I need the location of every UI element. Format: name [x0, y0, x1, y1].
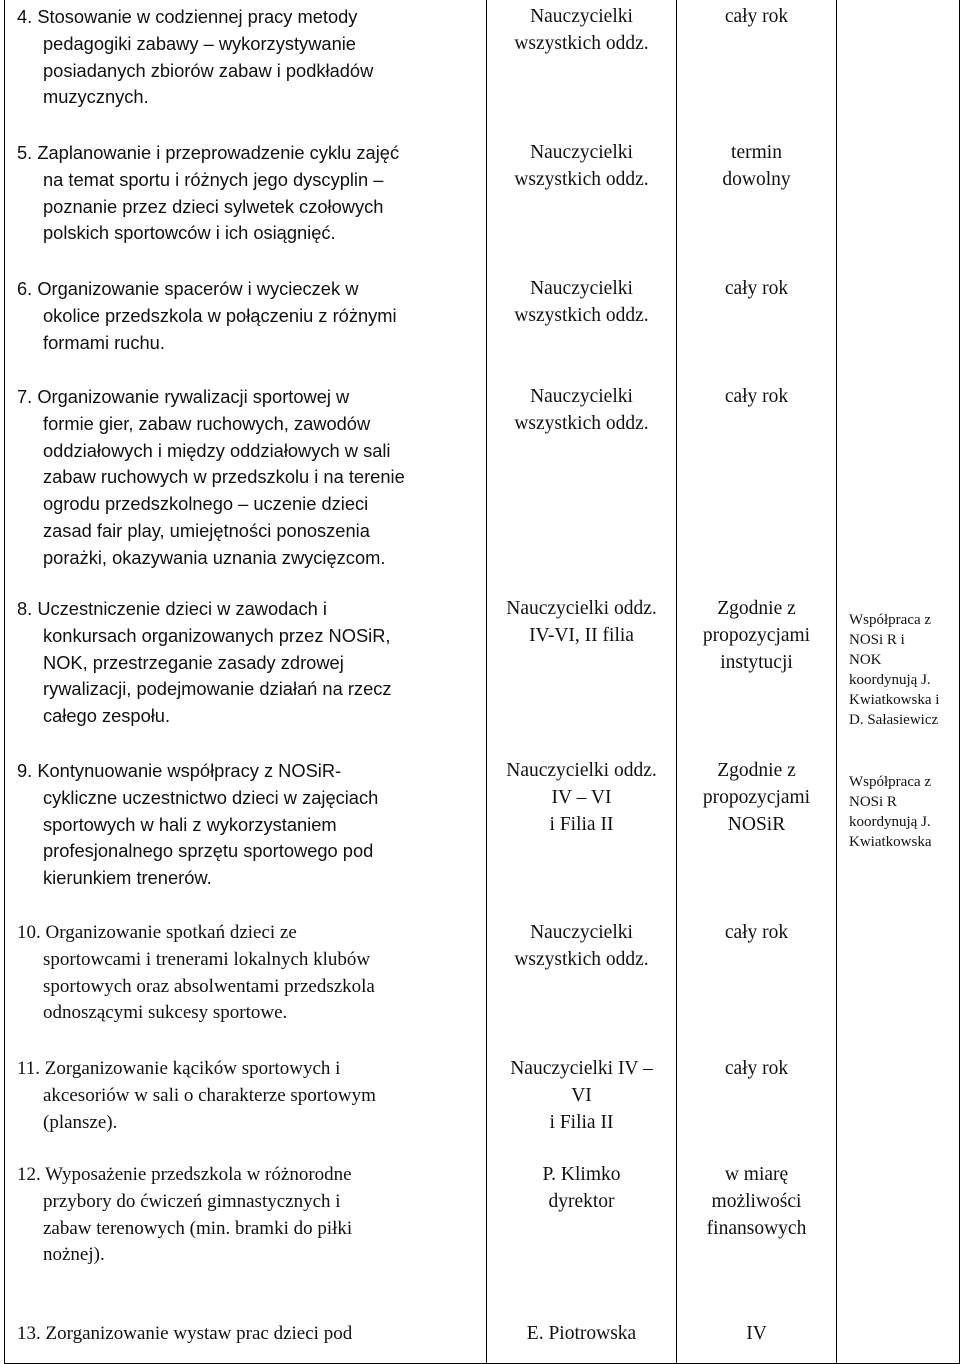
- task-line: formami ruchu.: [43, 331, 165, 353]
- task-text: [5, 136, 486, 247]
- deadline-cell: [677, 1052, 837, 1158]
- notes-cell: [837, 592, 960, 754]
- deadline-text: [677, 1158, 836, 1242]
- notes-cell: [837, 1052, 960, 1158]
- task-line: sportowych oraz absolwentami przedszkola: [43, 975, 375, 997]
- deadline-text: [677, 0, 836, 31]
- table-row: [5, 1318, 960, 1363]
- deadline-line: Zgodnie z: [717, 760, 796, 781]
- responsible-line: Nauczycielki oddz.: [506, 760, 657, 781]
- responsible-text: [487, 1052, 676, 1136]
- deadline-line: cały rok: [724, 386, 789, 407]
- responsible-cell: [487, 916, 677, 1052]
- responsible-line: E. Piotrowska: [526, 1323, 637, 1344]
- task-cell: [5, 754, 487, 916]
- task-line: okolice przedszkola w połączeniu z różnymi: [43, 304, 397, 326]
- task-text: [5, 1318, 486, 1348]
- deadline-cell: [677, 136, 837, 272]
- deadline-cell: [677, 1158, 837, 1318]
- task-line: formie gier, zabaw ruchowych, zawodów: [43, 412, 371, 434]
- task-line: 5. Zaplanowanie i przeprowadzenie cyklu zajęć: [17, 142, 400, 163]
- responsible-line: Nauczycielki: [530, 6, 633, 27]
- responsible-text: [487, 136, 676, 194]
- task-line: posiadanych zbiorów zabaw i podkładów: [43, 59, 374, 81]
- notes-cell: [837, 1158, 960, 1318]
- responsible-line: Nauczycielki: [530, 922, 633, 943]
- responsible-cell: [487, 1318, 677, 1363]
- notes-line: NOSi R i: [849, 632, 905, 648]
- deadline-line: dowolny: [722, 168, 791, 190]
- task-line: zasad fair play, umiejętności ponoszenia: [43, 519, 370, 541]
- task-cell: [5, 1052, 487, 1158]
- task-line: rywalizacji, podejmowanie działań na rzecz: [43, 678, 392, 700]
- responsible-line: VI: [571, 1084, 592, 1106]
- responsible-line: Nauczycielki: [530, 142, 633, 163]
- task-line: 7. Organizowanie rywalizacji sportowej w: [17, 386, 350, 407]
- deadline-line: w miarę: [724, 1164, 789, 1185]
- responsible-line: wszystkich oddz.: [514, 304, 649, 326]
- task-line: 9. Kontynuowanie współpracy z NOSiR-: [17, 760, 342, 781]
- responsible-line: i Filia II: [549, 1111, 614, 1133]
- task-line: (plansze).: [43, 1111, 118, 1133]
- task-line: 12. Wyposażenie przedszkola w różnorodne: [17, 1164, 352, 1185]
- deadline-line: możliwości: [711, 1190, 802, 1212]
- deadline-line: finansowych: [706, 1217, 807, 1239]
- deadline-text: [677, 916, 836, 947]
- responsible-line: i Filia II: [549, 813, 614, 835]
- table-row: [5, 754, 960, 916]
- task-line: akcesoriów w sali o charakterze sportowym: [43, 1084, 376, 1106]
- deadline-line: cały rok: [724, 1058, 789, 1079]
- task-text: [5, 380, 486, 572]
- task-line: 8. Uczestniczenie dzieci w zawodach i: [17, 598, 327, 619]
- responsible-line: Nauczycielki oddz.: [506, 598, 657, 619]
- deadline-text: [677, 1052, 836, 1083]
- task-text: [5, 272, 486, 356]
- deadline-line: cały rok: [724, 278, 789, 299]
- task-line: kierunkiem trenerów.: [43, 867, 212, 889]
- responsible-line: wszystkich oddz.: [514, 948, 649, 970]
- task-line: ogrodu przedszkolnego – uczenie dzieci: [43, 493, 369, 515]
- responsible-cell: [487, 136, 677, 272]
- deadline-line: cały rok: [724, 6, 789, 27]
- task-line: muzycznych.: [43, 86, 149, 108]
- table-row: [5, 136, 960, 272]
- table-row: [5, 1158, 960, 1318]
- task-line: 10. Organizowanie spotkań dzieci ze: [17, 922, 297, 943]
- notes-text: [837, 592, 959, 730]
- task-line: porażki, okazywania uznania zwycięzcom.: [43, 546, 386, 568]
- task-line: odnoszącymi sukcesy sportowe.: [43, 1002, 288, 1024]
- task-line: 11. Zorganizowanie kącików sportowych i: [17, 1058, 341, 1079]
- responsible-text: [487, 1318, 676, 1348]
- notes-cell: [837, 1318, 960, 1363]
- task-line: przybory do ćwiczeń gimnastycznych i: [43, 1190, 341, 1212]
- task-line: profesjonalnego sprzętu sportowego pod: [43, 840, 374, 862]
- responsible-cell: [487, 592, 677, 754]
- task-line: zabaw terenowych (min. bramki do piłki: [43, 1217, 353, 1239]
- deadline-cell: [677, 1318, 837, 1363]
- responsible-cell: [487, 1052, 677, 1158]
- responsible-line: IV-VI, II filia: [529, 624, 634, 646]
- task-line: sportowcami i trenerami lokalnych klubów: [43, 948, 371, 970]
- responsible-text: [487, 592, 676, 650]
- deadline-line: propozycjami: [702, 624, 811, 646]
- deadline-cell: [677, 592, 837, 754]
- responsible-line: wszystkich oddz.: [514, 32, 649, 54]
- task-text: [5, 1158, 486, 1269]
- responsible-line: Nauczycielki: [530, 278, 633, 299]
- task-text: [5, 1052, 486, 1136]
- task-cell: [5, 0, 487, 136]
- responsible-cell: [487, 0, 677, 136]
- deadline-text: [677, 754, 836, 838]
- notes-cell: [837, 136, 960, 272]
- deadline-text: [677, 136, 836, 194]
- activity-plan-table: [4, 0, 960, 1364]
- notes-line: koordynują J.: [849, 672, 931, 688]
- deadline-text: [677, 1318, 836, 1348]
- table-row: [5, 916, 960, 1052]
- task-line: cykliczne uczestnictwo dzieci w zajęciach: [43, 786, 379, 808]
- notes-text: [837, 754, 959, 852]
- notes-line: NOK: [849, 652, 882, 668]
- responsible-text: [487, 916, 676, 974]
- task-line: poznanie przez dzieci sylwetek czołowych: [43, 195, 384, 217]
- table-row: [5, 1052, 960, 1158]
- responsible-line: Nauczycielki IV –: [510, 1058, 653, 1079]
- task-line: nożnej).: [43, 1244, 105, 1266]
- task-cell: [5, 380, 487, 592]
- responsible-line: IV – VI: [551, 786, 612, 808]
- responsible-line: P. Klimko: [542, 1164, 621, 1185]
- deadline-cell: [677, 272, 837, 380]
- deadline-line: instytucji: [720, 651, 793, 673]
- deadline-text: [677, 380, 836, 411]
- task-line: NOK, przestrzeganie zasady zdrowej: [43, 651, 344, 673]
- table-body: [5, 0, 960, 1363]
- responsible-line: wszystkich oddz.: [514, 412, 649, 434]
- task-line: 6. Organizowanie spacerów i wycieczek w: [17, 278, 359, 299]
- task-line: polskich sportowców i ich osiągnięć.: [43, 222, 336, 244]
- task-cell: [5, 592, 487, 754]
- deadline-line: propozycjami: [702, 786, 811, 808]
- task-cell: [5, 272, 487, 380]
- deadline-line: Zgodnie z: [717, 598, 796, 619]
- task-text: [5, 754, 486, 892]
- deadline-cell: [677, 0, 837, 136]
- responsible-text: [487, 380, 676, 438]
- deadline-line: IV: [746, 1323, 767, 1344]
- notes-cell: [837, 754, 960, 916]
- responsible-cell: [487, 1158, 677, 1318]
- responsible-text: [487, 0, 676, 58]
- task-line: 4. Stosowanie w codziennej pracy metody: [17, 6, 358, 27]
- deadline-line: termin: [731, 142, 782, 163]
- table-row: [5, 272, 960, 380]
- task-text: [5, 0, 486, 111]
- task-line: 13. Zorganizowanie wystaw prac dzieci pod: [17, 1323, 353, 1344]
- notes-cell: [837, 0, 960, 136]
- deadline-text: [677, 592, 836, 676]
- notes-line: D. Sałasiewicz: [849, 712, 939, 728]
- responsible-text: [487, 754, 676, 838]
- task-text: [5, 916, 486, 1027]
- notes-cell: [837, 272, 960, 380]
- responsible-line: wszystkich oddz.: [514, 168, 649, 190]
- deadline-cell: [677, 380, 837, 592]
- deadline-line: cały rok: [724, 922, 789, 943]
- task-line: oddziałowych i między oddziałowych w sali: [43, 439, 391, 461]
- task-line: całego zespołu.: [43, 705, 171, 727]
- notes-line: Współpraca z: [849, 612, 932, 628]
- responsible-cell: [487, 754, 677, 916]
- notes-line: Kwiatkowska: [849, 834, 932, 850]
- task-line: konkursach organizowanych przez NOSiR,: [43, 624, 391, 646]
- task-cell: [5, 1318, 487, 1363]
- task-line: sportowych w hali z wykorzystaniem: [43, 813, 337, 835]
- notes-line: koordynują J.: [849, 814, 931, 830]
- task-line: pedagogiki zabawy – wykorzystywanie: [43, 32, 356, 54]
- notes-cell: [837, 916, 960, 1052]
- task-text: [5, 592, 486, 730]
- responsible-cell: [487, 272, 677, 380]
- task-cell: [5, 136, 487, 272]
- responsible-text: [487, 272, 676, 330]
- notes-line: Kwiatkowska i: [849, 692, 940, 708]
- notes-line: NOSi R: [849, 794, 897, 810]
- deadline-cell: [677, 754, 837, 916]
- task-line: zabaw ruchowych w przedszkolu i na terenie: [43, 466, 405, 488]
- task-cell: [5, 916, 487, 1052]
- deadline-text: [677, 272, 836, 303]
- responsible-line: dyrektor: [548, 1190, 615, 1212]
- deadline-line: NOSiR: [727, 813, 786, 835]
- table-row: [5, 592, 960, 754]
- responsible-cell: [487, 380, 677, 592]
- deadline-cell: [677, 916, 837, 1052]
- table-row: [5, 380, 960, 592]
- notes-line: Współpraca z: [849, 774, 932, 790]
- task-line: na temat sportu i różnych jego dyscyplin –: [43, 168, 384, 190]
- task-cell: [5, 1158, 487, 1318]
- responsible-text: [487, 1158, 676, 1216]
- responsible-line: Nauczycielki: [530, 386, 633, 407]
- table-row: [5, 0, 960, 136]
- notes-cell: [837, 380, 960, 592]
